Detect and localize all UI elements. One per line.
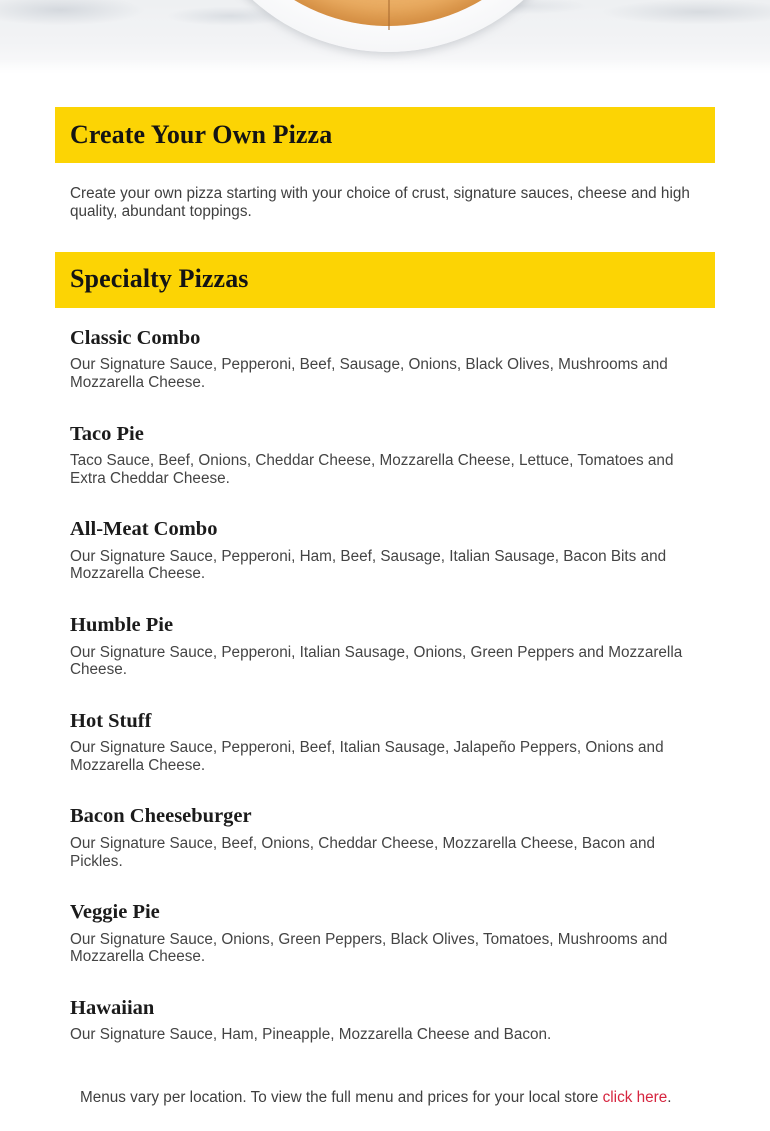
disclaimer-trailing: . — [667, 1088, 672, 1106]
item-name: All-Meat Combo — [70, 518, 218, 541]
hero-bottom-fade — [0, 59, 770, 77]
item-description: Our Signature Sauce, Pepperoni, Beef, Sausage, Onions, Black Olives, Mushrooms and Mozzarella Cheese. — [70, 356, 668, 391]
list-item — [0, 518, 770, 583]
menu-page — [0, 107, 770, 1107]
item-name: Hot Stuff — [70, 709, 152, 732]
list-item — [0, 614, 770, 679]
item-description: Our Signature Sauce, Pepperoni, Italian Sausage, Onions, Green Peppers and Mozzarella Cheese. — [70, 643, 683, 679]
create-your-own-description: Create your own pizza starting with your choice of crust, signature sauces, cheese and high quality, abundant toppings. — [70, 185, 690, 220]
item-name: Bacon Cheeseburger — [70, 805, 252, 828]
item-description: Our Signature Sauce, Ham, Pineapple, Mozzarella Cheese and Bacon. — [70, 1026, 552, 1044]
pizza-slice-cut — [388, 0, 390, 30]
disclaimer-text: Menus vary per location. To view the full menu and prices for your local store — [80, 1088, 603, 1106]
list-item — [0, 423, 770, 488]
item-description: Taco Sauce, Beef, Onions, Cheddar Cheese, Mozzarella Cheese, Lettuce, Tomatoes and Extra Cheddar Cheese. — [70, 452, 674, 487]
menu-disclaimer — [80, 1089, 680, 1107]
item-name: Taco Pie — [70, 422, 144, 445]
list-item — [0, 710, 770, 775]
section-title: Create Your Own Pizza — [70, 119, 333, 149]
section-header-specialty-pizzas — [55, 252, 715, 308]
item-description: Our Signature Sauce, Pepperoni, Ham, Beef, Sausage, Italian Sausage, Bacon Bits and Mozzarella Cheese. — [70, 547, 667, 583]
list-item — [0, 997, 770, 1044]
item-name: Hawaiian — [70, 996, 155, 1019]
specialty-pizza-list — [0, 327, 770, 1044]
section-header-create-your-own — [55, 107, 715, 163]
list-item — [0, 327, 770, 392]
item-description: Our Signature Sauce, Beef, Onions, Cheddar Cheese, Mozzarella Cheese, Bacon and Pickles. — [70, 834, 656, 870]
item-name: Classic Combo — [70, 326, 201, 349]
full-menu-link[interactable]: click here — [602, 1088, 668, 1106]
item-name: Veggie Pie — [70, 901, 160, 924]
item-name: Humble Pie — [70, 613, 174, 636]
hero-image — [0, 0, 770, 77]
item-description: Our Signature Sauce, Onions, Green Peppers, Black Olives, Tomatoes, Mushrooms and Mozzarella Cheese. — [70, 930, 668, 966]
list-item — [0, 805, 770, 870]
item-description: Our Signature Sauce, Pepperoni, Beef, Italian Sausage, Jalapeño Peppers, Onions and Mozzarella Cheese. — [70, 739, 664, 774]
section-title: Specialty Pizzas — [70, 264, 249, 294]
list-item — [0, 901, 770, 966]
